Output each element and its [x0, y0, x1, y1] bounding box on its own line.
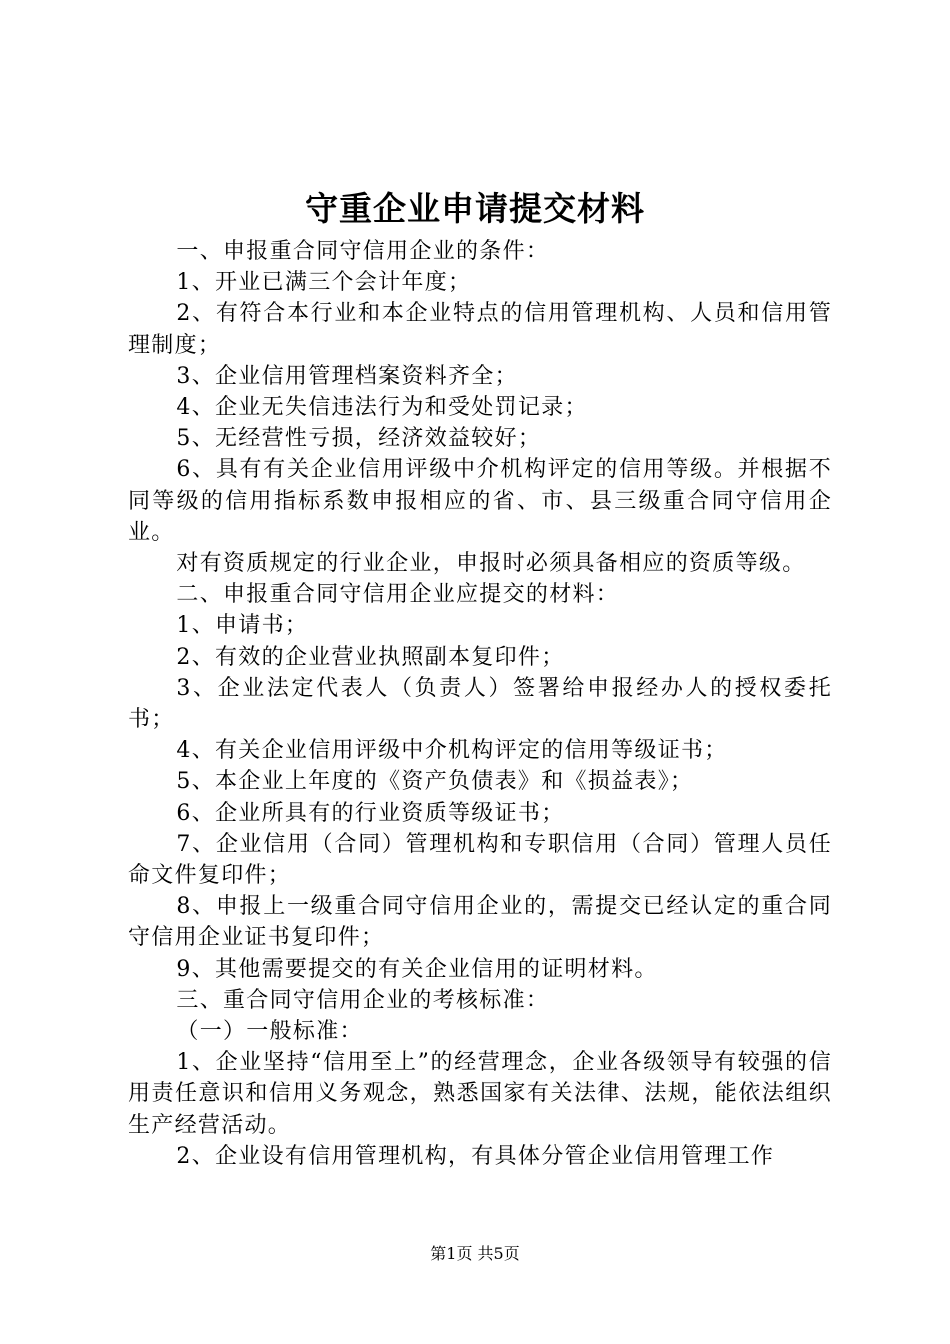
paragraph: （一）一般标准： — [176, 1019, 363, 1045]
paragraph: 4、有关企业信用评级中介机构评定的信用等级证书； — [176, 738, 728, 764]
paragraph: 3、企业法定代表人（负责人）签署给申报经办人的授权委托书； — [128, 675, 832, 733]
paragraph: 一、申报重合同守信用企业的条件： — [176, 239, 550, 264]
paragraph: 3、企业信用管理档案资料齐全； — [176, 363, 518, 389]
document-title: 守重企业申请提交材料 — [305, 189, 645, 228]
paragraph: 2、有效的企业营业执照副本复印件； — [176, 644, 565, 670]
paragraph: 2、有符合本行业和本企业特点的信用管理机构、人员和信用管理制度； — [128, 301, 832, 358]
paragraph: 对有资质规定的行业企业，申报时必须具备相应的资质等级。 — [176, 551, 806, 577]
paragraph: 1、开业已满三个会计年度； — [176, 270, 472, 296]
paragraph: 二、申报重合同守信用企业应提交的材料： — [176, 582, 620, 608]
paragraph: 1、申请书； — [176, 613, 309, 639]
paragraph: 4、企业无失信违法行为和受处罚记录； — [176, 395, 588, 421]
paragraph: 5、本企业上年度的《资产负债表》和《损益表》； — [176, 769, 694, 795]
paragraph: 6、企业所具有的行业资质等级证书； — [176, 800, 565, 826]
paragraph: 2、企业设有信用管理机构，有具体分管企业信用管理工作 — [176, 1143, 775, 1169]
paragraph: 三、重合同守信用企业的考核标准： — [176, 987, 550, 1013]
paragraph: 7、企业信用（合同）管理机构和专职信用（合同）管理人员任命文件复印件； — [128, 831, 832, 889]
paragraph: 6、具有有关企业信用评级中介机构评定的信用等级。并根据不同等级的信用指标系数申报相应的省、市、县三级重合同守信用企业。 — [128, 457, 832, 545]
paragraph: 8、申报上一级重合同守信用企业的，需提交已经认定的重合同守信用企业证书复印件； — [128, 894, 832, 951]
paragraph: 1、企业坚持“信用至上”的经营理念，企业各级领导有较强的信用责任意识和信用义务观念，熟悉国家有关法律、法规，能依法组织生产经营活动。 — [128, 1050, 832, 1138]
paragraph: 9、其他需要提交的有关企业信用的证明材料。 — [176, 956, 658, 982]
document-body — [128, 236, 832, 1172]
paragraph: 5、无经营性亏损，经济效益较好； — [176, 426, 542, 452]
page-footer: 第1页 共5页 — [430, 1244, 520, 1263]
